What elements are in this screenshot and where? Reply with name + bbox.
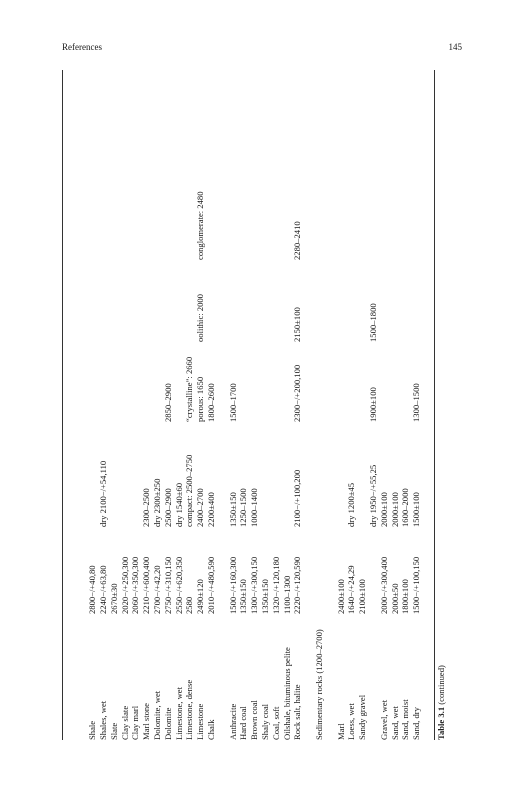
table-cell-value: 1900±100	[368, 387, 378, 422]
table-cell-material: Coal, soft	[270, 706, 281, 740]
table-row	[379, 70, 389, 740]
table-row	[217, 70, 227, 740]
table-cell-material: Limestone	[195, 703, 206, 740]
table-cell-value: 2060−/+350,300	[130, 556, 141, 614]
table-cell-material: Dolomite, wet	[152, 690, 162, 740]
table-body	[62, 70, 462, 740]
table-cell-material: Sandy gravel	[357, 694, 368, 740]
table-cell-value: 2580	[184, 596, 195, 614]
table-cell-value: 2400±100	[335, 579, 346, 614]
table-row	[271, 70, 281, 740]
table-cell-value: 1500−/+160,300	[227, 556, 238, 614]
table-row	[346, 70, 356, 740]
table-cell-value: dry 1950−/+55,25	[368, 464, 378, 527]
table-row	[357, 70, 367, 740]
table-cell-value: 2150±100	[292, 307, 303, 342]
table-cell-value: 2300−/+200,100	[292, 364, 303, 422]
table-cell-value: 2280–2410	[292, 221, 303, 260]
table-cell-value: 2020−/+250,300	[119, 556, 130, 614]
table-cell-value: 2000−/+300,400	[378, 556, 389, 614]
table-cell-material: Oilshale, bituminous pelite	[281, 647, 292, 740]
table-cell-value: 2750−/+310,150	[162, 556, 173, 614]
page-number: 145	[448, 42, 462, 52]
table-row	[282, 70, 292, 740]
table-cell-material: Marl stone	[141, 703, 152, 740]
table-cell-material: Anthracite	[227, 703, 238, 740]
table-cell-value: “crystalline”: 2660	[184, 356, 195, 422]
table-cell-value: 2240−/+63,80	[98, 565, 108, 614]
table-cell-value: 2300–2500	[141, 488, 152, 527]
running-head-title: References	[62, 42, 102, 52]
table-cell-material: Brown coal	[249, 700, 260, 740]
table-row	[303, 70, 313, 740]
rotated-table	[62, 70, 462, 740]
table-cell-value: 1500–1800	[368, 303, 378, 342]
table-cell-value: 2550−/+620,350	[173, 556, 184, 614]
table-cell-value: 2100±100	[357, 579, 368, 614]
table-row	[195, 70, 205, 740]
table-cell-value: 2220−/+120,590	[292, 556, 303, 614]
table-row	[390, 70, 400, 740]
table-cell-value: 2200±400	[206, 492, 216, 527]
table-cell-value: 1640−/+24,29	[346, 565, 357, 614]
table-cell-value: 2210−/+600,400	[141, 556, 152, 614]
table-cell-value: 1300–1500	[411, 383, 422, 422]
table-caption-label: Table 3.1	[436, 706, 446, 740]
table-cell-material: Dolomite	[162, 707, 173, 740]
table-cell-material: Loess, wet	[346, 703, 357, 740]
table-cell-material: Shaly coal	[260, 703, 270, 740]
table-cell-value: compact: 2500–2750	[184, 454, 195, 527]
table-cell-value: 1350±150	[227, 492, 238, 527]
table-row	[411, 70, 421, 740]
table-cell-value: 2000±100	[389, 492, 400, 527]
table-cell-value: 1600–2000	[400, 488, 411, 527]
table-cell-value: dry 2300±250	[152, 478, 162, 527]
table-cell-material: Limestone, dense	[184, 679, 195, 740]
table-cell-material: Rock salt, halite	[292, 684, 303, 740]
table-row	[400, 70, 410, 740]
table-row	[184, 70, 194, 740]
table-cell-value: 1100–1300	[281, 575, 292, 614]
table-cell-value: 2100−/+100,200	[292, 469, 303, 527]
table-cell-value: 1320−/+120,180	[270, 556, 281, 614]
table-cell-value: 1500–1700	[227, 383, 238, 422]
table-cell-value: 1800–2600	[206, 383, 216, 422]
table-cell-value: 1250–1500	[238, 488, 249, 527]
running-head	[62, 42, 462, 56]
table-cell-material: Clay marl	[130, 705, 141, 740]
table-cell-value: 2000±50	[389, 583, 400, 614]
table-row	[109, 70, 119, 740]
table-row	[206, 70, 216, 740]
table-row	[314, 70, 324, 740]
table-cell-value: 2850–2900	[162, 383, 173, 422]
table-row	[87, 70, 97, 740]
table-cell-value: dry 1540±60	[173, 482, 184, 527]
table-cell-value: 1500−/+100,150	[411, 556, 422, 614]
table-row	[292, 70, 302, 740]
table-cell-material: Chalk	[206, 719, 216, 740]
table-cell-value: 1000–1400	[249, 488, 260, 527]
table-row	[174, 70, 184, 740]
table-cell-value: porous: 1650	[195, 376, 206, 422]
table-cell-value: 1500±100	[411, 492, 422, 527]
table-row	[163, 70, 173, 740]
table-cell-value: 2670±30	[108, 583, 119, 614]
table-cell-material: Clay slate	[119, 705, 130, 740]
table-row	[325, 70, 335, 740]
table-cell-value: oolithic: 2000	[195, 294, 206, 342]
table-row	[141, 70, 151, 740]
table-cell-value: 1350±150	[260, 579, 270, 614]
table-cell-value: 2500–2900	[162, 488, 173, 527]
table-cell-value: conglomerate: 2480	[195, 191, 206, 260]
table-cell-value: 2000±100	[378, 492, 389, 527]
table-cell-material: Sand, wet	[389, 706, 400, 740]
table-cell-value: 1300−/+300,150	[249, 556, 260, 614]
table-row	[249, 70, 259, 740]
table-cell-material: Marl	[335, 723, 346, 740]
table-row	[120, 70, 130, 740]
table-cell-material: Hard coal	[238, 706, 249, 740]
table-cell-material: Shales, wet	[98, 700, 108, 740]
table-row	[228, 70, 238, 740]
table-cell-value: dry 2100−/+54,110	[98, 460, 108, 527]
table-row	[368, 70, 378, 740]
table-caption-text: (continued)	[436, 665, 446, 705]
table-cell-value: 2700−/+42,20	[152, 565, 162, 614]
table-row	[260, 70, 270, 740]
table-row	[98, 70, 108, 740]
table-row	[152, 70, 162, 740]
table-cell-material: Sand, moist	[400, 699, 411, 740]
table-cell-material: Gravel, wet	[378, 699, 389, 740]
table-cell-value: 2490±120	[195, 579, 206, 614]
table-cell-value: 1350±150	[238, 579, 249, 614]
table-cell-material: Sedimentary rocks (1200–2700)	[314, 629, 324, 740]
table-cell-material: Shale	[87, 720, 98, 740]
table-cell-value: 2400–2700	[195, 488, 206, 527]
table-cell-material: Slate	[108, 722, 119, 740]
table-cell-value: dry 1200±45	[346, 482, 357, 527]
table-cell-value: 2010−/+480,590	[206, 556, 216, 614]
table-row	[238, 70, 248, 740]
table-cell-value: 2800−/+40,80	[87, 565, 98, 614]
table-row	[336, 70, 346, 740]
table-cell-material: Limestone, wet	[173, 687, 184, 740]
table-row	[130, 70, 140, 740]
table-cell-material: Sand, dry	[411, 707, 422, 740]
table-cell-value: 1800±100	[400, 579, 411, 614]
